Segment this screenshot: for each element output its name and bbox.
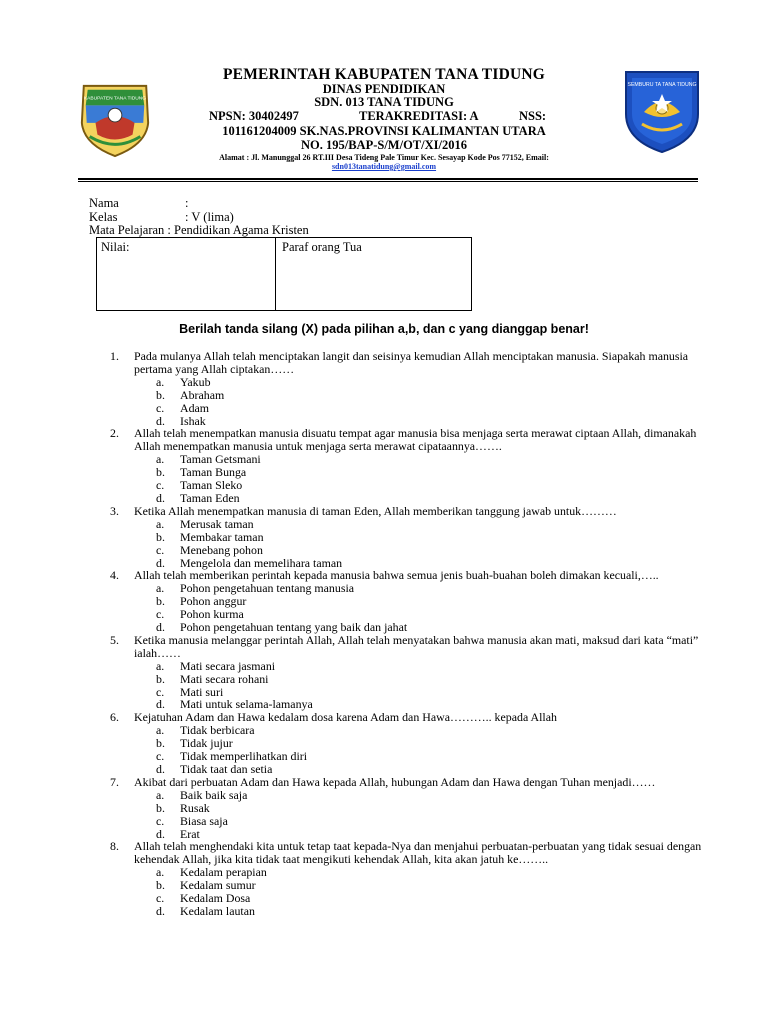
option-item[interactable] bbox=[156, 802, 710, 815]
class-row bbox=[89, 211, 309, 225]
header-divider-thin bbox=[78, 181, 698, 182]
student-info bbox=[89, 197, 309, 238]
option-text: Tidak jujur bbox=[180, 736, 233, 751]
option-text: Pohon pengetahuan tentang yang baik dan jahat bbox=[180, 620, 408, 635]
option-letter: c. bbox=[156, 813, 165, 828]
option-item[interactable] bbox=[156, 376, 710, 389]
option-letter: a. bbox=[156, 723, 165, 738]
option-text: Tidak taat dan setia bbox=[180, 762, 273, 776]
option-letter: a. bbox=[156, 374, 165, 389]
instruction-text: Berilah tanda silang (X) pada pilihan a,b, dan c yang dianggap benar! bbox=[179, 322, 589, 336]
option-item[interactable] bbox=[156, 905, 710, 918]
question-item bbox=[110, 505, 710, 570]
option-text: Adam bbox=[180, 400, 210, 415]
question-text: Ketika manusia melanggar perintah Allah, Allah telah menyatakan bahwa manusia akan mati, maksud dari kata “mati” ialah…… bbox=[134, 632, 699, 660]
option-item[interactable] bbox=[156, 389, 710, 402]
option-item[interactable] bbox=[156, 402, 710, 415]
option-text: Mati suri bbox=[180, 684, 224, 699]
header-divider bbox=[78, 178, 698, 180]
question-item bbox=[110, 776, 710, 841]
option-list bbox=[134, 660, 710, 712]
option-letter: d. bbox=[156, 903, 165, 918]
option-list bbox=[134, 866, 710, 918]
question-number: 3. bbox=[110, 503, 119, 518]
question-text: Allah telah menghendaki kita untuk tetap taat kepada-Nya dan menjahui perbuatan-perbuatan yang tidak sesuai dengan kehendak Allah, jika kita tidak taat mengikuti kehendak Allah, kita akan jatuh ke…….. bbox=[134, 839, 702, 867]
option-letter: d. bbox=[156, 620, 165, 635]
option-text: Baik baik saja bbox=[180, 787, 248, 802]
question-number: 6. bbox=[110, 710, 119, 725]
option-letter: c. bbox=[156, 478, 165, 493]
option-letter: c. bbox=[156, 891, 165, 906]
option-text: Membakar taman bbox=[180, 529, 264, 544]
option-letter: d. bbox=[156, 697, 165, 712]
option-letter: b. bbox=[156, 594, 165, 609]
question-text: Pada mulanya Allah telah menciptakan langit dan seisinya kemudian Allah menciptakan manusia. Siapakah manusia pertama yang Allah ciptakan…… bbox=[134, 349, 689, 376]
question-number: 8. bbox=[110, 839, 119, 854]
option-letter: a. bbox=[156, 865, 165, 880]
option-list bbox=[134, 789, 710, 841]
option-letter: d. bbox=[156, 826, 165, 841]
question-number: 5. bbox=[110, 632, 119, 647]
question-text: Allah telah memberikan perintah kepada manusia bahwa semua jenis buah-buahan boleh dimakan kecuali,….. bbox=[134, 568, 659, 583]
option-item[interactable] bbox=[156, 492, 710, 505]
option-text: Rusak bbox=[180, 800, 210, 815]
option-text: Ishak bbox=[180, 413, 206, 428]
option-text: Taman Getsmani bbox=[180, 452, 261, 467]
option-letter: c. bbox=[156, 607, 165, 622]
question-number: 7. bbox=[110, 774, 119, 789]
option-text: Taman Sleko bbox=[180, 478, 243, 493]
department-name: DINAS PENDIDIKAN bbox=[322, 82, 446, 96]
option-item[interactable] bbox=[156, 815, 710, 828]
option-letter: c. bbox=[156, 684, 165, 699]
question-number: 1. bbox=[110, 349, 119, 363]
option-letter: b. bbox=[156, 529, 165, 544]
option-text: Tidak memperlihatkan diri bbox=[180, 749, 308, 764]
option-list bbox=[134, 453, 710, 505]
question-number: 2. bbox=[110, 426, 119, 441]
question-text: Ketika Allah menempatkan manusia di taman Eden, Allah memberikan tanggung jawab untuk……… bbox=[134, 503, 617, 518]
option-item[interactable] bbox=[156, 763, 710, 776]
option-letter: b. bbox=[156, 465, 165, 480]
option-text: Biasa saja bbox=[180, 813, 228, 828]
option-letter: b. bbox=[156, 671, 165, 686]
option-letter: b. bbox=[156, 878, 165, 893]
question-item bbox=[110, 634, 710, 711]
option-letter: b. bbox=[156, 387, 165, 402]
option-text: Merusak taman bbox=[180, 516, 254, 531]
question-item bbox=[110, 427, 710, 504]
option-text: Tidak berbicara bbox=[180, 723, 255, 738]
decree-reference: NO. 195/BAP-S/M/OT/XI/2016 bbox=[301, 138, 467, 152]
option-item[interactable] bbox=[156, 724, 710, 737]
option-item[interactable] bbox=[156, 673, 710, 686]
option-item[interactable] bbox=[156, 621, 710, 634]
option-list bbox=[134, 376, 710, 428]
npsn: NPSN: 30402497 bbox=[209, 109, 299, 123]
option-letter: a. bbox=[156, 581, 165, 596]
option-letter: b. bbox=[156, 800, 165, 815]
question-item bbox=[110, 350, 710, 427]
school-email-link[interactable]: sdn013tanatidung@gmail.com bbox=[331, 162, 437, 171]
class-value: : V (lima) bbox=[185, 209, 234, 224]
school-identifiers bbox=[120, 109, 648, 124]
name-value[interactable]: : bbox=[185, 196, 189, 210]
option-text: Kedalam sumur bbox=[180, 878, 256, 893]
question-text: Akibat dari perbuatan Adam dan Hawa kepada Allah, hubungan Adam dan Hawa dengan Tuhan menjadi…… bbox=[134, 774, 656, 789]
option-text: Taman Eden bbox=[180, 490, 240, 505]
subject-row: Mata Pelajaran : Pendidikan Agama Kristen bbox=[89, 223, 309, 237]
option-text: Abraham bbox=[180, 387, 225, 402]
name-label: Nama bbox=[89, 196, 119, 210]
option-text: Pohon pengetahuan tentang manusia bbox=[180, 581, 355, 596]
decree-number: 101161204009 SK.NAS.PROVINSI KALIMANTAN UTARA bbox=[222, 124, 546, 138]
option-letter: a. bbox=[156, 658, 165, 673]
option-letter: d. bbox=[156, 555, 165, 570]
school-name: SDN. 013 TANA TIDUNG bbox=[314, 95, 454, 109]
question-item bbox=[110, 840, 710, 917]
option-list bbox=[134, 724, 710, 776]
question-text: Kejatuhan Adam dan Hawa kedalam dosa karena Adam dan Hawa……….. kepada Allah bbox=[134, 710, 557, 725]
option-letter: a. bbox=[156, 516, 165, 531]
option-list bbox=[134, 582, 710, 634]
option-letter: c. bbox=[156, 542, 165, 557]
parent-signature-cell[interactable]: Paraf orang Tua bbox=[282, 240, 362, 254]
option-text: Mati secara rohani bbox=[180, 671, 269, 686]
government-name: PEMERINTAH KABUPATEN TANA TIDUNG bbox=[222, 66, 546, 83]
option-text: Mati untuk selama-lamanya bbox=[180, 697, 313, 712]
school-address: Alamat : Jl. Manunggal 26 RT.III Desa Tideng Pale Timur Kec. Sesayap Kode Pos 77152, Email: bbox=[219, 153, 549, 162]
question-number: 4. bbox=[110, 568, 119, 583]
option-text: Kedalam lautan bbox=[180, 903, 255, 918]
emblem-left-text: KABUPATEN TANA TIDUNG bbox=[83, 96, 147, 102]
option-text: Kedalam Dosa bbox=[180, 891, 251, 906]
option-text: Yakub bbox=[180, 374, 211, 389]
score-cell[interactable]: Nilai: bbox=[97, 238, 276, 310]
option-item[interactable] bbox=[156, 789, 710, 802]
option-text: Menebang pohon bbox=[180, 542, 263, 557]
option-letter: a. bbox=[156, 452, 165, 467]
option-letter: a. bbox=[156, 787, 165, 802]
question-text: Allah telah menempatkan manusia disuatu tempat agar manusia bisa menjaga serta merawat ciptaan Allah, dimanakah Allah menempatkan manusia untuk menjaga serta merawat cipataannya……. bbox=[134, 426, 697, 454]
option-text: Kedalam perapian bbox=[180, 865, 267, 880]
option-letter: c. bbox=[156, 749, 165, 764]
option-letter: d. bbox=[156, 762, 165, 776]
accreditation: TERAKREDITASI: A bbox=[359, 109, 479, 123]
question-item bbox=[110, 711, 710, 776]
option-text: Pohon kurma bbox=[180, 607, 244, 622]
question-item bbox=[110, 569, 710, 634]
question-list bbox=[110, 350, 710, 918]
name-row bbox=[89, 197, 309, 211]
option-text: Mengelola dan memelihara taman bbox=[180, 555, 343, 570]
emblem-right-text: SEMBURU TA TANA TIDUNG bbox=[627, 82, 697, 88]
option-text: Mati secara jasmani bbox=[180, 658, 276, 673]
nss: NSS: bbox=[519, 109, 547, 123]
option-letter: c. bbox=[156, 400, 165, 415]
option-list bbox=[134, 518, 710, 570]
option-text: Pohon anggur bbox=[180, 594, 247, 609]
class-label: Kelas bbox=[89, 209, 118, 224]
option-text: Erat bbox=[180, 826, 200, 841]
option-letter: d. bbox=[156, 490, 165, 505]
score-table bbox=[96, 237, 472, 311]
option-letter: d. bbox=[156, 413, 165, 428]
letterhead bbox=[0, 60, 768, 180]
option-text: Taman Bunga bbox=[180, 465, 247, 480]
option-letter: b. bbox=[156, 736, 165, 751]
